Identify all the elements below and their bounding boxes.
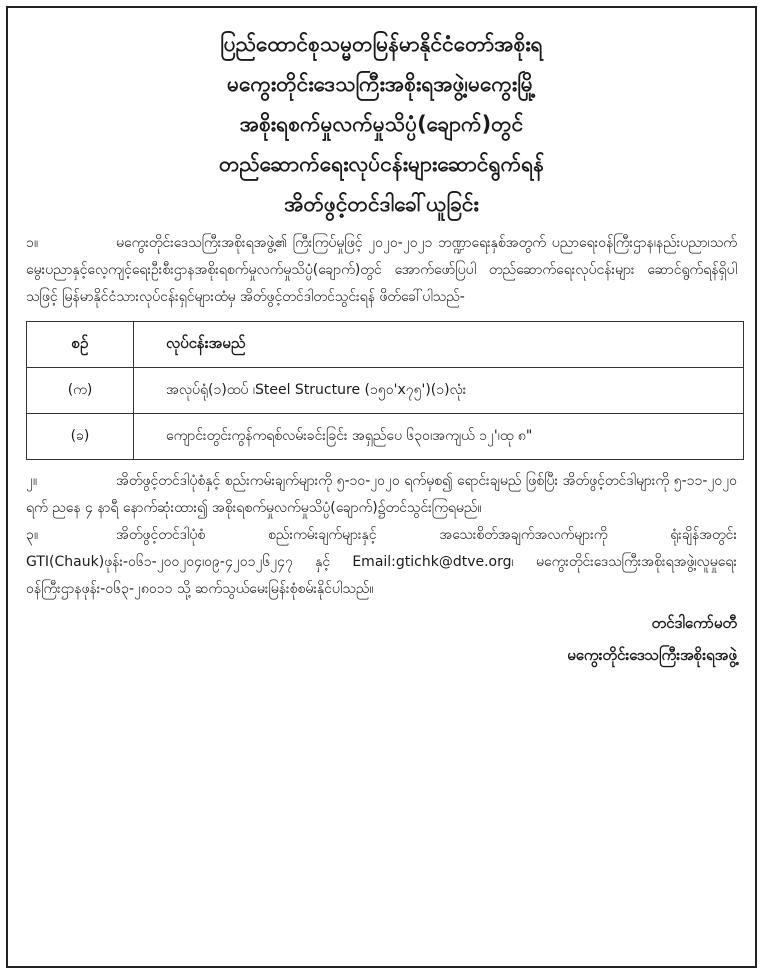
signature-block	[26, 607, 737, 671]
row-work-name: ကျောင်းတွင်းကွန်ကရစ်လမ်းခင်းခြင်း အရှည်ပေ ၆၃၀၊အကျယ် ၁၂'၊ထု ၈"	[134, 414, 744, 460]
table-header-row	[27, 322, 744, 368]
table-row	[27, 368, 744, 414]
row-serial: (က)	[27, 368, 134, 414]
paragraph-number: ၃။	[26, 527, 39, 543]
row-serial: (ခ)	[27, 414, 134, 460]
notice-title	[26, 24, 737, 224]
paragraph-1	[26, 230, 737, 311]
title-line-3: အစိုးရစက်မှုလက်မှုသိပ္ပံ(ချောက်)တွင်	[239, 112, 524, 136]
title-line-4: တည်ဆောက်ရေးလုပ်ငန်းများဆောင်ရွက်ရန်	[218, 152, 545, 176]
signature-committee: တင်ဒါကော်မတီ	[651, 614, 737, 632]
paragraph-number: ၁။	[26, 235, 39, 251]
column-header-work-name: လုပ်ငန်းအမည်	[134, 322, 744, 368]
paragraph-3	[26, 522, 737, 603]
paragraph-text: အိတ်ဖွင့်တင်ဒါပုံစံနှင့် စည်းကမ်းချက်များကို ၅-၁၀-၂၀၂၀ ရက်မှစ၍ ရောင်းချမည် ဖြစ်ပြီး အိတ်ဖွင့်တင်ဒါများကို ၅-၁၁-၂၀၂၀ ရက် ညနေ ၄ နာရီ နောက်ဆုံးထား၍ အစိုးရစက်မှုလက်မှုသိပ္ပံ(ချောက်)၌တင်သွင်းကြရမည်။	[26, 473, 737, 516]
title-line-5: အိတ်ဖွင့်တင်ဒါခေါ်ယူခြင်း	[284, 192, 479, 216]
signature-organization: မကွေးတိုင်းဒေသကြီးအစိုးရအဖွဲ့	[567, 646, 737, 664]
notice-frame	[6, 6, 757, 968]
title-line-1: ပြည်ထောင်စုသမ္မတမြန်မာနိုင်ငံတော်အစိုးရ	[220, 32, 543, 56]
table-row	[27, 414, 744, 460]
column-header-serial: စဉ်	[27, 322, 134, 368]
paragraph-text: အိတ်ဖွင့်တင်ဒါပုံစံ စည်းကမ်းချက်များနှင့် အသေးစိတ်အချက်အလက်များကို ရုံးချိန်အတွင်း GTI(Chauk)ဖုန်း-၀၆၁-၂၀၀၂၀၄၊၀၉-၄၂၀၁၂၆၂၄၇ နှင့် Email:gtichk@dtve.org၊ မကွေးတိုင်းဒေသကြီးအစိုးရအဖွဲ့၊လူမှုရေးဝန်ကြီးဌာနဖုန်း-၀၆၃-၂၈၀၁၁ သို့ ဆက်သွယ်မေးမြန်းစုံစမ်းနိုင်ပါသည်။	[26, 527, 737, 597]
title-line-2: မကွေးတိုင်းဒေသကြီးအစိုးရအဖွဲ့၊မကွေးမြို့	[226, 72, 537, 96]
paragraph-2	[26, 468, 737, 522]
paragraph-number: ၂။	[26, 473, 38, 489]
row-work-name: အလုပ်ရုံ(၁)ထပ် ၊Steel Structure (၁၅၀'x၇၅')(၁)လုံး	[134, 368, 744, 414]
paragraph-text: မကွေးတိုင်းဒေသကြီးအစိုးရအဖွဲ့၏ ကြီးကြပ်မှုဖြင့် ၂၀၂၀-၂၀၂၁ ဘဏ္ဍာရေးနှစ်အတွက် ပညာရေးဝန်ကြီးဌာန၊နည်းပညာ၊သက်မွေးပညာနှင့်လေ့ကျင့်ရေးဦးစီးဌာနအစိုးရစက်မှုလက်မှုသိပ္ပံ(ချောက်)တွင် အောက်ဖော်ပြပါ တည်ဆောက်ရေးလုပ်ငန်းများ ဆောင်ရွက်ရန်ရှိပါသဖြင့် မြန်မာနိုင်ငံသားလုပ်ငန်းရှင်များထံမှ အိတ်ဖွင့်တင်ဒါတင်သွင်းရန် ဖိတ်ခေါ်ပါသည်-	[26, 235, 737, 305]
work-items-table	[26, 321, 744, 460]
